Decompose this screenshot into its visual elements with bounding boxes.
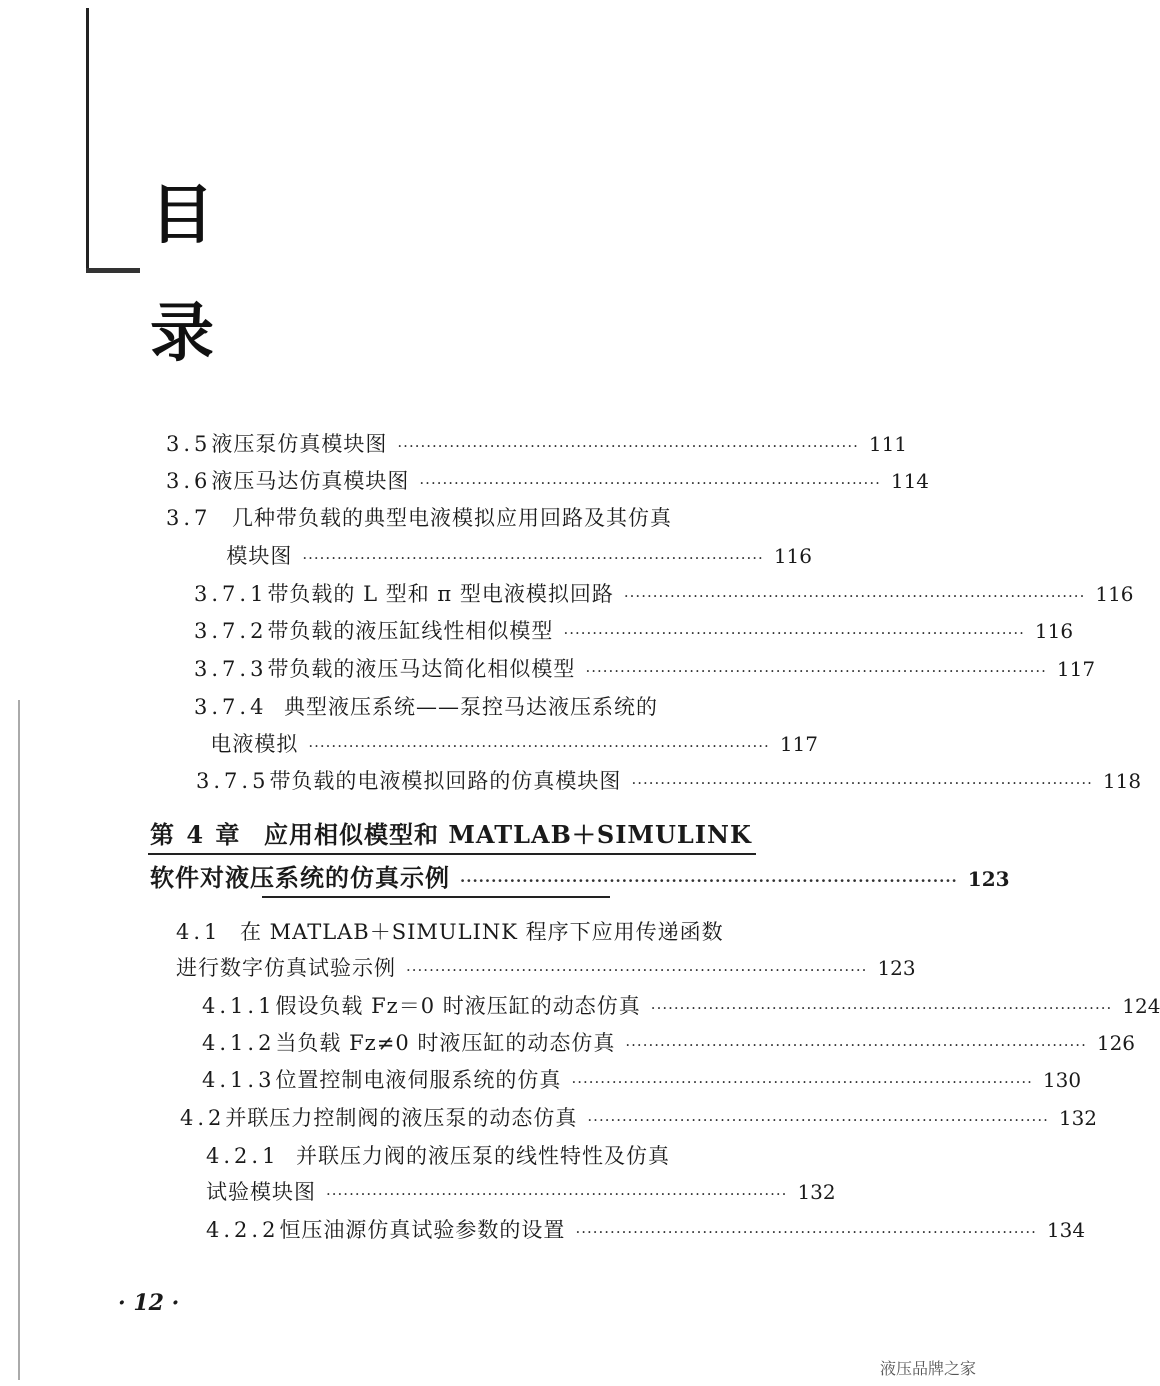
toc-entry-title: 并联压力控制阀的液压泵的动态仿真	[225, 1106, 578, 1130]
toc-chapter-entry	[150, 815, 822, 855]
toc-entry-number: 3.7.2	[194, 619, 268, 643]
toc-entry-title: 当负载 Fz≠0 时液压缸的动态仿真	[275, 1031, 616, 1055]
toc-dot-leader: ················································································	[623, 587, 1086, 605]
toc-entry-page: 132	[1058, 1106, 1098, 1130]
toc-dot-leader: ················································································	[625, 1036, 1087, 1054]
heading-char-lu: 录	[150, 297, 214, 371]
toc-dot-leader: ················································································	[571, 1073, 1033, 1091]
toc-entry-number: 3.7.1	[194, 582, 268, 606]
toc-entry	[194, 653, 1096, 685]
toc-entry-page: 116	[1034, 619, 1074, 643]
toc-entry-page: 124	[1122, 994, 1160, 1018]
scan-margin-line	[18, 700, 20, 1380]
toc-entry-title: 位置控制电液伺服系统的仿真	[275, 1068, 562, 1092]
toc-entry-title: 模块图	[226, 544, 293, 568]
toc-entry	[180, 1102, 1098, 1134]
toc-entry-number: 3.7.5	[196, 769, 270, 793]
toc-entry	[166, 428, 908, 460]
toc-entry-title: 并联压力阀的液压泵的线性特性及仿真	[296, 1144, 670, 1168]
toc-dot-leader: ················································································	[631, 774, 1093, 792]
toc-entry-title: 带负载的电液模拟回路的仿真模块图	[269, 769, 622, 793]
heading-char-mu: 目	[150, 179, 214, 253]
toc-entry	[194, 615, 1074, 647]
toc-entry-title: 液压马达仿真模块图	[211, 469, 410, 493]
toc-entry-number: 3.7.4	[194, 695, 268, 719]
toc-entry-title: 带负载的液压马达简化相似模型	[267, 657, 576, 681]
toc-entry-number: 3.7.3	[194, 657, 268, 681]
toc-entry-title: 典型液压系统——泵控马达液压系统的	[284, 695, 658, 719]
toc-dot-leader: ················································································	[563, 624, 1025, 642]
toc-entry-title: 试验模块图	[206, 1180, 316, 1204]
horizontal-rule	[86, 268, 140, 273]
toc-entry-page: 114	[890, 469, 930, 493]
toc-entry-title: 恒压油源仿真试验参数的设置	[279, 1218, 566, 1242]
toc-entry-title: 带负载的 L 型和 π 型电液模拟回路	[267, 582, 614, 606]
toc-entry-title: 带负载的液压缸线性相似模型	[267, 619, 554, 643]
toc-dot-leader: ················································································	[406, 961, 868, 979]
toc-entry-page: 118	[1102, 769, 1142, 793]
toc-entry-number: 4.2.2	[206, 1218, 280, 1242]
toc-entry	[196, 765, 1142, 797]
toc-entry	[194, 728, 818, 760]
toc-entry	[206, 1176, 836, 1208]
toc-entry-page: 117	[779, 732, 818, 756]
toc-entry-number: 3.6	[166, 469, 212, 493]
toc-dot-leader: ················································································	[326, 1185, 788, 1203]
toc-entry-title: 电液模拟	[210, 732, 299, 756]
toc-entry-number: 3.7	[166, 506, 212, 530]
toc-entry-number: 4.1.2	[202, 1031, 276, 1055]
chapter-underline	[148, 853, 756, 855]
toc-entry-number: 3.5	[166, 432, 212, 456]
toc-entry	[166, 502, 812, 534]
toc-entry-page: 126	[1096, 1031, 1136, 1055]
toc-entry-page: 111	[868, 432, 908, 456]
toc-entry-title: 假设负载 Fz＝0 时液压缸的动态仿真	[275, 994, 641, 1018]
toc-entry	[194, 578, 1134, 610]
toc-entry-title: 几种带负载的典型电液模拟应用回路及其仿真	[232, 506, 672, 530]
toc-dot-leader: ················································································	[302, 549, 764, 567]
toc-entry	[176, 916, 822, 948]
toc-entry	[206, 1214, 1086, 1246]
toc-entry-title: 软件对液压系统的仿真示例	[150, 863, 450, 892]
chapter-underline	[262, 896, 610, 898]
toc-entry-page: 116	[1095, 582, 1134, 606]
toc-entry-page: 134	[1046, 1218, 1086, 1242]
toc-entry	[166, 540, 812, 572]
toc-entry-number: 4.1.1	[202, 994, 276, 1018]
toc-entry-number: 4.2.1	[206, 1144, 280, 1168]
toc-entry-page: 123	[877, 956, 916, 980]
toc-entry-number: 4.1	[176, 920, 222, 944]
toc-entry	[206, 1140, 828, 1172]
toc-dot-leader: ················································································	[397, 437, 859, 455]
toc-dot-leader: ················································································	[585, 662, 1047, 680]
toc-dot-leader: ················································································	[650, 999, 1113, 1017]
toc-dot-leader: ················································································	[308, 737, 770, 755]
toc-dot-leader: ················································································	[419, 474, 881, 492]
toc-entry	[176, 952, 916, 984]
watermark: 液压品牌之家	[879, 1359, 976, 1378]
toc-entry-page: 132	[797, 1180, 836, 1204]
toc-entry	[202, 1027, 1136, 1059]
toc-dot-leader: ················································································	[587, 1111, 1049, 1129]
toc-entry-title: 进行数字仿真试验示例	[176, 956, 396, 980]
toc-entry-page: 116	[773, 544, 812, 568]
toc-entry-number: 4.2	[180, 1106, 226, 1130]
toc-entry-number: 4.1.3	[202, 1068, 276, 1092]
toc-entry-title: 应用相似模型和 MATLAB＋SIMULINK	[264, 820, 752, 849]
toc-entry-page: 117	[1056, 657, 1096, 681]
toc-entry-page: 123	[967, 867, 1010, 891]
toc-entry	[202, 990, 1160, 1022]
toc-entry	[202, 1064, 1082, 1096]
toc-entry-title: 液压泵仿真模块图	[211, 432, 388, 456]
toc-entry-title: 在 MATLAB＋SIMULINK 程序下应用传递函数	[240, 920, 724, 944]
toc-chapter-entry	[150, 858, 1010, 898]
toc-entry-page: 130	[1042, 1068, 1082, 1092]
vertical-rule	[86, 8, 89, 270]
toc-entry-number: 第 4 章	[150, 820, 242, 849]
page-number: · 12 ·	[118, 1290, 180, 1316]
toc-entry	[194, 691, 814, 723]
toc-dot-leader: ················································································	[575, 1223, 1037, 1241]
toc-dot-leader: ················································································	[460, 872, 958, 890]
toc-entry	[166, 465, 930, 497]
